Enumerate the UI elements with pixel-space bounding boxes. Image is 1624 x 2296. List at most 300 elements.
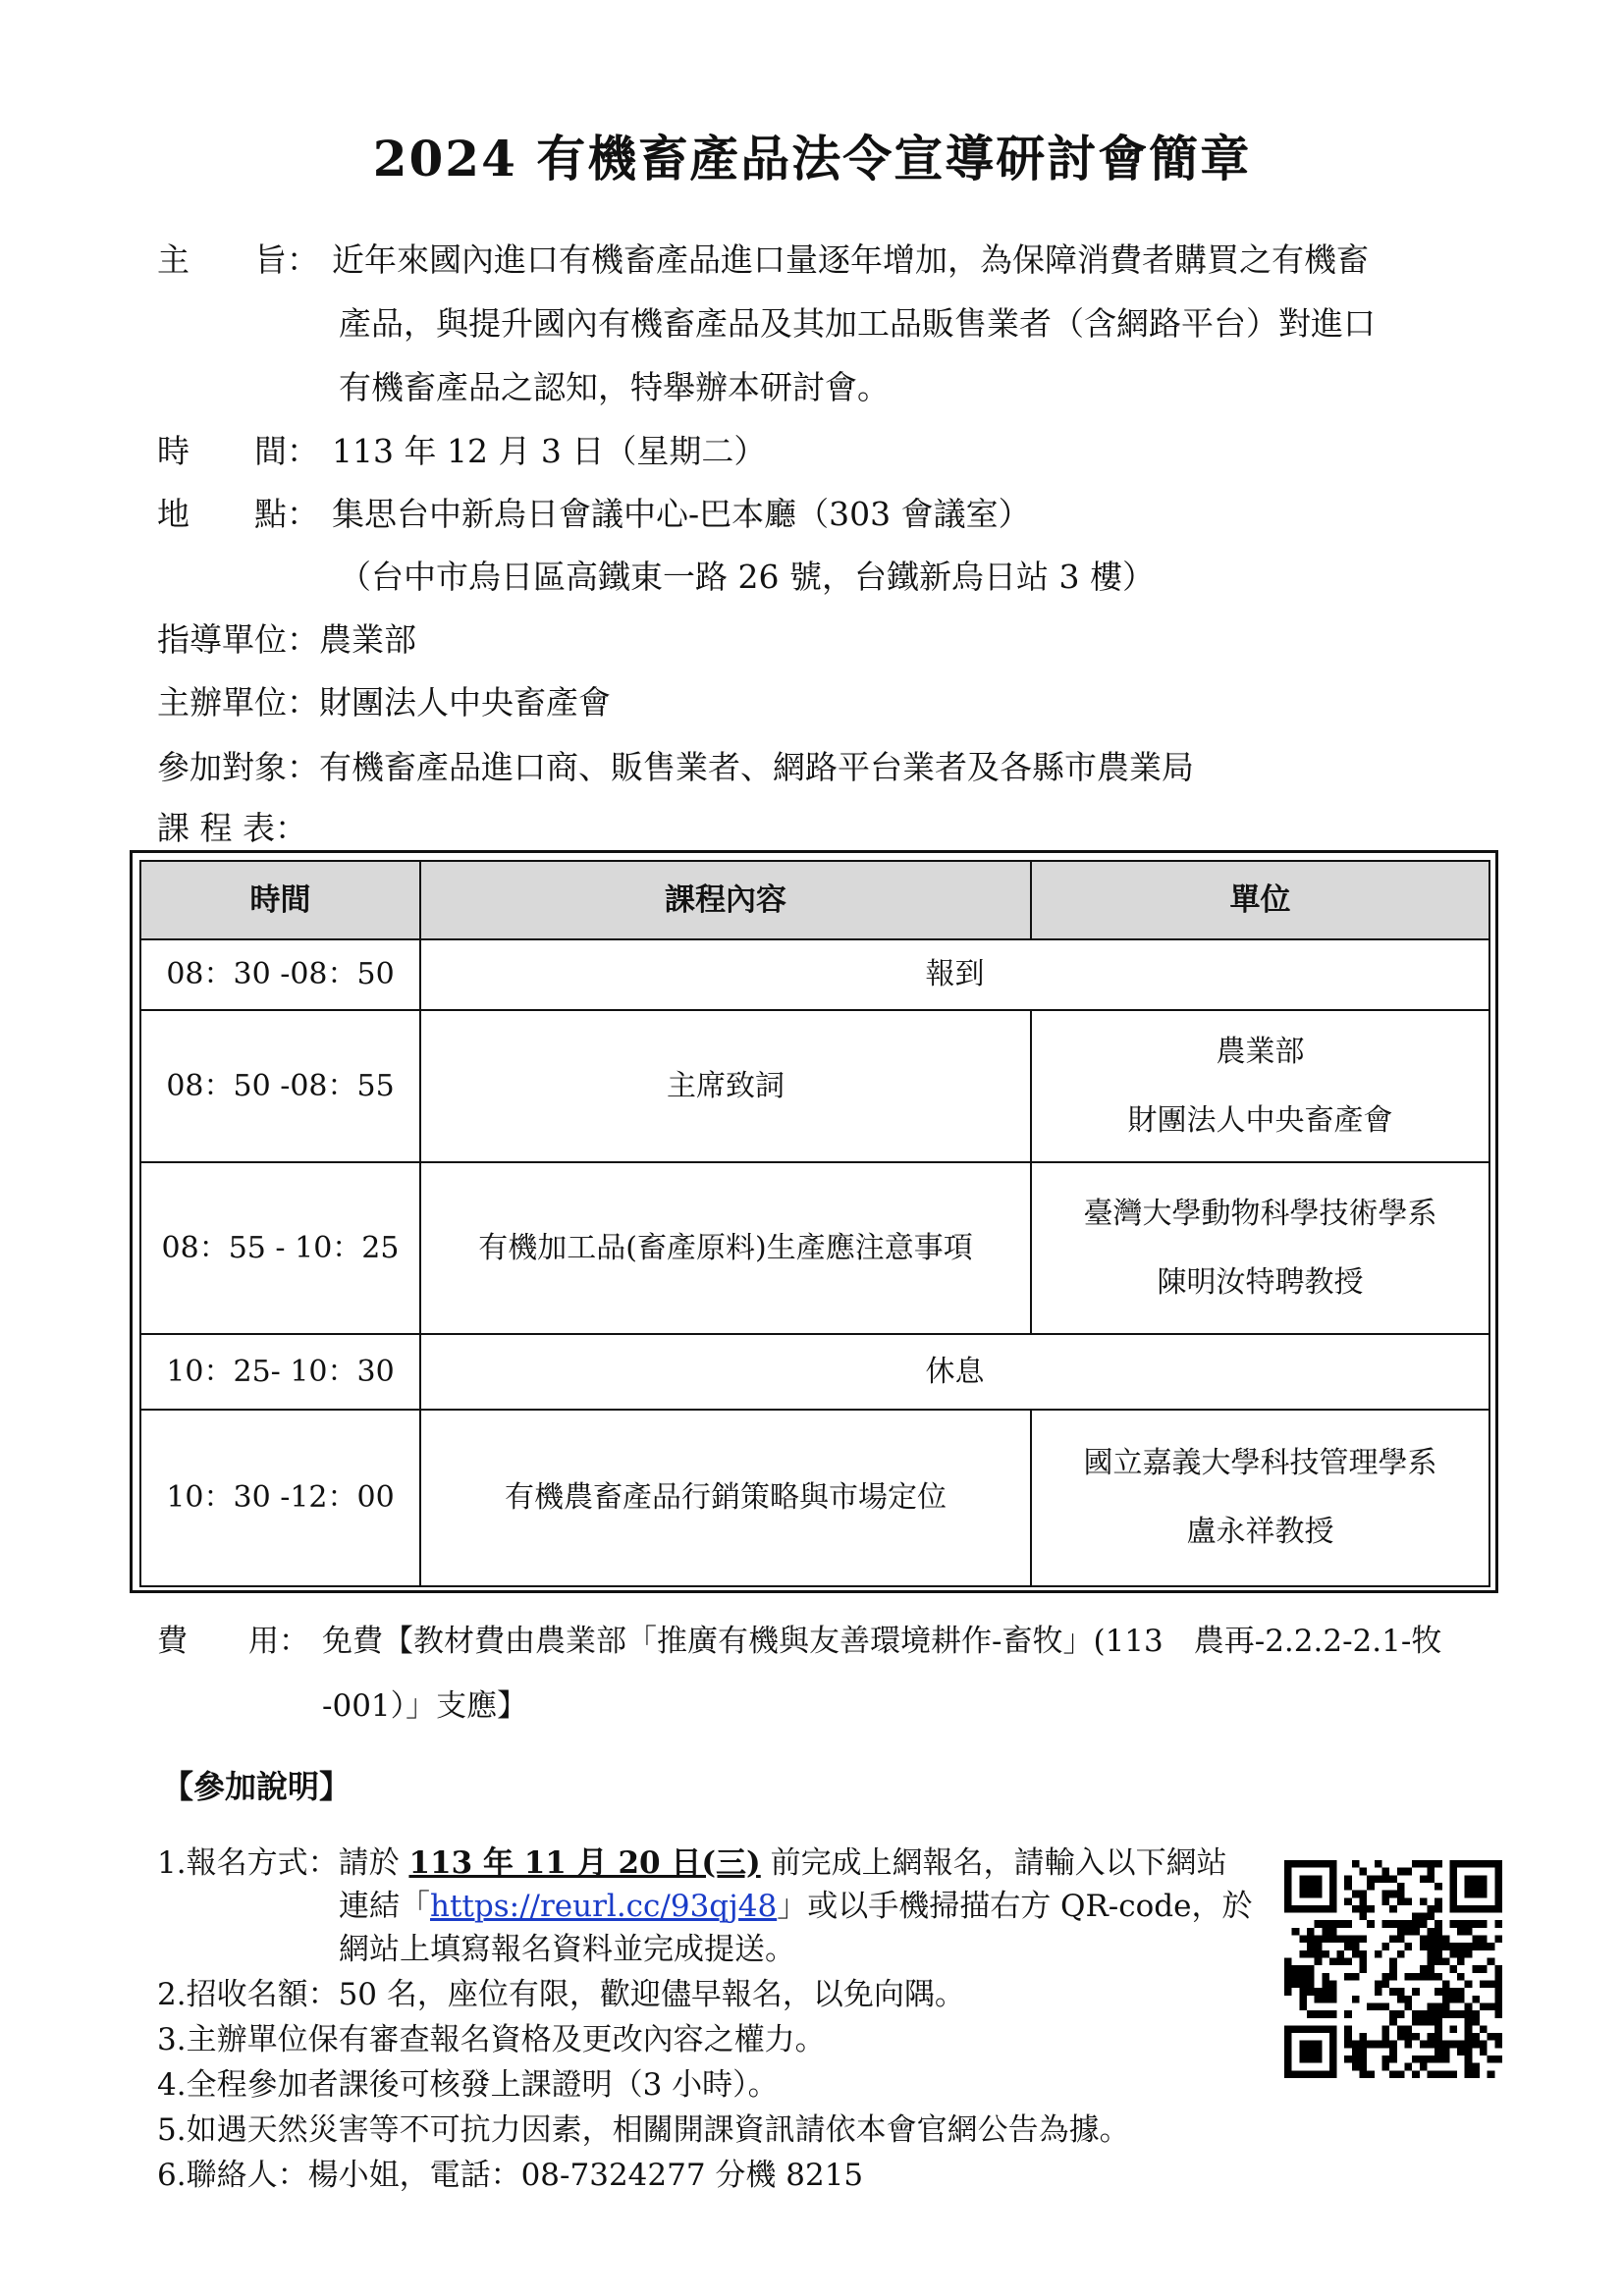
qr-module xyxy=(1284,1891,1292,1898)
qr-module xyxy=(1284,2070,1292,2078)
qr-module xyxy=(1427,1905,1435,1913)
qr-module xyxy=(1435,1920,1442,1928)
qr-module xyxy=(1397,1936,1405,1944)
advisor-label: 指導單位： xyxy=(157,620,319,659)
qr-module xyxy=(1329,1958,1337,1966)
row-content: 有機農畜產品行銷策略與市場定位 xyxy=(420,1410,1031,1586)
qr-module xyxy=(1404,1920,1412,1928)
qr-module xyxy=(1427,2018,1435,2026)
qr-module xyxy=(1322,2025,1329,2033)
qr-module xyxy=(1465,2056,1473,2063)
row-unit xyxy=(1031,1010,1489,1162)
qr-module xyxy=(1284,1868,1292,1876)
table-row xyxy=(140,1410,1489,1586)
unit-line: 臺灣大學動物科學技術學系 xyxy=(1083,1196,1437,1231)
qr-module xyxy=(1442,1943,1450,1950)
qr-module xyxy=(1360,2048,1368,2056)
qr-module xyxy=(1315,1988,1323,1996)
qr-module xyxy=(1344,2033,1352,2041)
qr-module xyxy=(1397,1897,1405,1905)
qr-module xyxy=(1307,1891,1315,1898)
qr-module xyxy=(1322,1936,1329,1944)
qr-module xyxy=(1427,1943,1435,1950)
qr-module xyxy=(1412,1913,1420,1921)
qr-module xyxy=(1322,1860,1329,1868)
qr-module xyxy=(1292,1973,1300,1981)
qr-module xyxy=(1412,1920,1420,1928)
qr-module xyxy=(1284,1897,1292,1905)
qr-module xyxy=(1292,1860,1300,1868)
qr-module xyxy=(1284,1965,1292,1973)
qr-module xyxy=(1292,1928,1300,1936)
qr-module xyxy=(1488,2002,1495,2010)
qr-module xyxy=(1472,2033,1480,2041)
qr-module xyxy=(1375,2002,1382,2010)
row-time: 08：50 -08：55 xyxy=(140,1010,420,1162)
qr-module xyxy=(1480,2025,1488,2033)
qr-module xyxy=(1457,1943,1465,1950)
qr-module xyxy=(1397,1868,1405,1876)
qr-module xyxy=(1375,1860,1382,1868)
qr-module xyxy=(1299,2025,1307,2033)
qr-module xyxy=(1315,1950,1323,1958)
qr-module xyxy=(1435,1936,1442,1944)
qr-module xyxy=(1457,2041,1465,2049)
qr-module xyxy=(1442,1958,1450,1966)
qr-module xyxy=(1329,1936,1337,1944)
qr-module xyxy=(1404,1943,1412,1950)
purpose-line-2: 產品，與提升國內有機畜產品及其加工品販售業者（含網路平台）對進口 xyxy=(339,304,1376,343)
qr-module xyxy=(1352,1905,1360,1913)
qr-module xyxy=(1307,1943,1315,1950)
qr-module xyxy=(1412,2018,1420,2026)
note-1 xyxy=(157,1843,1227,1883)
qr-module xyxy=(1435,1860,1442,1868)
row-time: 10：25- 10：30 xyxy=(140,1334,420,1410)
qr-module xyxy=(1435,1988,1442,1996)
qr-module xyxy=(1344,1973,1352,1981)
qr-module xyxy=(1284,1905,1292,1913)
qr-module xyxy=(1449,1943,1457,1950)
qr-module xyxy=(1457,1950,1465,1958)
qr-module xyxy=(1329,1996,1337,2003)
qr-module xyxy=(1322,2070,1329,2078)
qr-module xyxy=(1442,2048,1450,2056)
qr-module xyxy=(1420,1943,1428,1950)
qr-module xyxy=(1442,2070,1450,2078)
qr-module xyxy=(1427,1868,1435,1876)
qr-module xyxy=(1329,2010,1337,2018)
qr-module xyxy=(1315,1996,1323,2003)
qr-module xyxy=(1299,1883,1307,1891)
qr-module xyxy=(1299,2002,1307,2010)
qr-module xyxy=(1465,1980,1473,1988)
qr-module xyxy=(1367,2070,1375,2078)
qr-module xyxy=(1397,1950,1405,1958)
qr-module xyxy=(1329,1928,1337,1936)
qr-module xyxy=(1412,1860,1420,1868)
qr-module xyxy=(1344,1920,1352,1928)
qr-module xyxy=(1382,1875,1390,1883)
row-unit xyxy=(1031,1410,1489,1586)
qr-module xyxy=(1472,1891,1480,1898)
qr-module xyxy=(1329,1883,1337,1891)
qr-module xyxy=(1352,1996,1360,2003)
qr-module xyxy=(1494,2056,1502,2063)
deadline-date: 113 年 11 月 20 日(三) xyxy=(408,1845,761,1881)
qr-module xyxy=(1329,2033,1337,2041)
qr-module xyxy=(1382,1920,1390,1928)
audience-row xyxy=(157,748,1194,787)
qr-module xyxy=(1299,1905,1307,1913)
qr-module xyxy=(1442,2056,1450,2063)
qr-module xyxy=(1315,2048,1323,2056)
qr-module xyxy=(1322,1950,1329,1958)
note-1-line-2-b: 」或以手機掃描右方 QR-code，於 xyxy=(777,1889,1253,1924)
qr-module xyxy=(1465,2010,1473,2018)
qr-module xyxy=(1435,1943,1442,1950)
qr-module xyxy=(1375,2041,1382,2049)
qr-module xyxy=(1457,1920,1465,1928)
qr-module xyxy=(1329,2041,1337,2049)
qr-module xyxy=(1494,1988,1502,1996)
fee-line-1: 免費【教材費由農業部「推廣有機與友善環境耕作-畜牧」(113 農再-2.2.2-2.1-牧 xyxy=(322,1624,1442,1659)
qr-module xyxy=(1449,1988,1457,1996)
qr-module xyxy=(1480,1943,1488,1950)
qr-module xyxy=(1307,1980,1315,1988)
qr-module xyxy=(1472,1883,1480,1891)
qr-module xyxy=(1315,1958,1323,1966)
qr-module xyxy=(1465,1883,1473,1891)
note-1-suffix: 前完成上網報名，請輸入以下網站 xyxy=(760,1845,1227,1881)
qr-module xyxy=(1465,1943,1473,1950)
advisor-row xyxy=(157,620,416,660)
qr-module xyxy=(1322,1905,1329,1913)
table-row xyxy=(140,1334,1489,1410)
qr-module xyxy=(1315,1860,1323,1868)
qr-module xyxy=(1480,1875,1488,1883)
qr-module xyxy=(1382,1891,1390,1898)
qr-module xyxy=(1427,2002,1435,2010)
note-5: 5.如遇天然災害等不可抗力因素，相關開課資訊請依本會官網公告為據。 xyxy=(157,2112,1130,2148)
qr-module xyxy=(1389,1920,1397,1928)
qr-module xyxy=(1488,2033,1495,2041)
qr-module xyxy=(1344,2010,1352,2018)
qr-module xyxy=(1435,1973,1442,1981)
qr-module xyxy=(1299,1875,1307,1883)
qr-module xyxy=(1307,1965,1315,1973)
qr-module xyxy=(1382,2033,1390,2041)
qr-module xyxy=(1494,1897,1502,1905)
row-content: 有機加工品(畜產原料)生產應注意事項 xyxy=(420,1162,1031,1334)
qr-module xyxy=(1284,2041,1292,2049)
qr-module xyxy=(1367,1920,1375,1928)
organizer-row xyxy=(157,683,611,722)
qr-module xyxy=(1488,1860,1495,1868)
venue-value: 集思台中新烏日會議中心-巴本廳（303 會議室） xyxy=(332,495,1031,533)
time-row xyxy=(157,432,766,471)
qr-module xyxy=(1315,1943,1323,1950)
qr-module xyxy=(1307,1928,1315,1936)
qr-module xyxy=(1404,1996,1412,2003)
qr-module xyxy=(1427,1928,1435,1936)
qr-module xyxy=(1307,2056,1315,2063)
qr-module xyxy=(1284,2033,1292,2041)
qr-module xyxy=(1397,1883,1405,1891)
qr-module xyxy=(1284,1973,1292,1981)
qr-code-icon[interactable] xyxy=(1284,1860,1502,2078)
unit-line: 農業部 xyxy=(1216,1034,1305,1069)
qr-module xyxy=(1480,2048,1488,2056)
qr-module xyxy=(1480,1860,1488,1868)
qr-module xyxy=(1397,1996,1405,2003)
qr-module xyxy=(1299,1891,1307,1898)
qr-module xyxy=(1472,2018,1480,2026)
qr-module xyxy=(1404,2033,1412,2041)
qr-module xyxy=(1435,2056,1442,2063)
qr-module xyxy=(1397,2070,1405,2078)
schedule-label: 課 程 表： xyxy=(157,809,307,847)
qr-module xyxy=(1435,2033,1442,2041)
qr-module xyxy=(1404,2025,1412,2033)
qr-module xyxy=(1457,1958,1465,1966)
qr-module xyxy=(1404,2063,1412,2071)
qr-module xyxy=(1389,2010,1397,2018)
qr-module xyxy=(1292,1905,1300,1913)
qr-module xyxy=(1299,1950,1307,1958)
qr-module xyxy=(1435,2025,1442,2033)
qr-module xyxy=(1465,1928,1473,1936)
row-merged: 報到 xyxy=(420,939,1489,1010)
qr-module xyxy=(1465,1950,1473,1958)
qr-module xyxy=(1389,2056,1397,2063)
qr-module xyxy=(1299,2048,1307,2056)
qr-module xyxy=(1472,2063,1480,2071)
qr-module xyxy=(1435,1883,1442,1891)
qr-module xyxy=(1488,1905,1495,1913)
qr-module xyxy=(1442,2010,1450,2018)
qr-module xyxy=(1299,1973,1307,1981)
qr-module xyxy=(1292,1980,1300,1988)
qr-module xyxy=(1360,2056,1368,2063)
row-merged: 休息 xyxy=(420,1334,1489,1410)
qr-module xyxy=(1427,1950,1435,1958)
qr-module xyxy=(1344,2025,1352,2033)
qr-module xyxy=(1397,2010,1405,2018)
qr-module xyxy=(1420,1860,1428,1868)
qr-module xyxy=(1480,2041,1488,2049)
qr-module xyxy=(1329,2025,1337,2033)
qr-module xyxy=(1435,1958,1442,1966)
document-title: 2024 有機畜產品法令宣導研討會簡章 xyxy=(372,130,1252,187)
qr-module xyxy=(1389,1973,1397,1981)
qr-module xyxy=(1367,1875,1375,1883)
qr-module xyxy=(1488,1943,1495,1950)
qr-module xyxy=(1307,2010,1315,2018)
venue-address: （台中市烏日區高鐵東一路 26 號，台鐵新烏日站 3 樓） xyxy=(339,558,1155,596)
qr-module xyxy=(1435,1928,1442,1936)
qr-module xyxy=(1494,1996,1502,2003)
qr-module xyxy=(1412,2010,1420,2018)
qr-module xyxy=(1352,1891,1360,1898)
qr-module xyxy=(1472,1875,1480,1883)
qr-module xyxy=(1344,1958,1352,1966)
qr-module xyxy=(1420,1973,1428,1981)
qr-module xyxy=(1360,1897,1368,1905)
row-content: 主席致詞 xyxy=(420,1010,1031,1162)
qr-module xyxy=(1360,1891,1368,1898)
qr-module xyxy=(1427,1875,1435,1883)
qr-module xyxy=(1494,1905,1502,1913)
qr-module xyxy=(1375,1875,1382,1883)
qr-module xyxy=(1284,1958,1292,1966)
qr-module xyxy=(1299,2070,1307,2078)
qr-module xyxy=(1435,2048,1442,2056)
qr-module xyxy=(1449,1891,1457,1898)
qr-module xyxy=(1442,1996,1450,2003)
qr-module xyxy=(1412,1973,1420,1981)
qr-module xyxy=(1284,2063,1292,2071)
qr-module xyxy=(1435,2010,1442,2018)
qr-module xyxy=(1344,1875,1352,1883)
qr-module xyxy=(1307,2025,1315,2033)
qr-module xyxy=(1494,1891,1502,1898)
registration-link[interactable]: https://reurl.cc/93qj48 xyxy=(430,1889,778,1924)
qr-module xyxy=(1494,1936,1502,1944)
qr-module xyxy=(1284,1883,1292,1891)
qr-module xyxy=(1412,2070,1420,2078)
qr-module xyxy=(1480,1891,1488,1898)
qr-module xyxy=(1449,2010,1457,2018)
qr-module xyxy=(1420,2063,1428,2071)
qr-module xyxy=(1389,2048,1397,2056)
qr-module xyxy=(1299,2041,1307,2049)
qr-module xyxy=(1465,2025,1473,2033)
qr-module xyxy=(1352,1936,1360,1944)
qr-module xyxy=(1420,1897,1428,1905)
qr-module xyxy=(1472,1920,1480,1928)
qr-module xyxy=(1427,2041,1435,2049)
unit-line: 陳明汝特聘教授 xyxy=(1157,1264,1364,1300)
qr-module xyxy=(1315,1891,1323,1898)
qr-module xyxy=(1284,2025,1292,2033)
qr-module xyxy=(1494,2010,1502,2018)
unit-line: 國立嘉義大學科技管理學系 xyxy=(1083,1446,1437,1480)
qr-module xyxy=(1457,1928,1465,1936)
qr-module xyxy=(1488,1958,1495,1966)
qr-module xyxy=(1360,1950,1368,1958)
qr-module xyxy=(1465,2070,1473,2078)
header-unit: 單位 xyxy=(1031,861,1489,939)
qr-module xyxy=(1457,1860,1465,1868)
qr-module xyxy=(1397,2025,1405,2033)
qr-module xyxy=(1329,2063,1337,2071)
qr-module xyxy=(1427,2056,1435,2063)
qr-module xyxy=(1284,1988,1292,1996)
qr-module xyxy=(1292,2025,1300,2033)
qr-module xyxy=(1299,1965,1307,1973)
qr-module xyxy=(1412,2033,1420,2041)
qr-module xyxy=(1472,2041,1480,2049)
qr-module xyxy=(1420,1920,1428,1928)
qr-module xyxy=(1375,1988,1382,1996)
qr-module xyxy=(1404,1928,1412,1936)
qr-module xyxy=(1389,1958,1397,1966)
qr-module xyxy=(1442,2041,1450,2049)
fee-row xyxy=(157,1622,1441,1661)
qr-module xyxy=(1435,1905,1442,1913)
qr-module xyxy=(1382,1897,1390,1905)
qr-module xyxy=(1472,1936,1480,1944)
note-1-prefix: 1.報名方式：請於 xyxy=(157,1845,409,1881)
qr-module xyxy=(1494,1883,1502,1891)
qr-module xyxy=(1449,1965,1457,1973)
qr-module xyxy=(1315,1905,1323,1913)
qr-module xyxy=(1360,2070,1368,2078)
qr-module xyxy=(1389,1936,1397,1944)
qr-module xyxy=(1480,1920,1488,1928)
qr-module xyxy=(1329,1860,1337,1868)
qr-module xyxy=(1329,1905,1337,1913)
qr-module xyxy=(1420,2018,1428,2026)
qr-module xyxy=(1465,1875,1473,1883)
qr-module xyxy=(1329,1920,1337,1928)
qr-module xyxy=(1435,2070,1442,2078)
qr-module xyxy=(1420,1913,1428,1921)
qr-module xyxy=(1412,1928,1420,1936)
qr-module xyxy=(1307,1973,1315,1981)
notes-title: 【參加說明】 xyxy=(162,1768,352,1805)
qr-module xyxy=(1367,1883,1375,1891)
table-row xyxy=(140,939,1489,1010)
qr-module xyxy=(1494,2041,1502,2049)
venue-label: 地 點： xyxy=(157,495,319,533)
qr-module xyxy=(1382,2063,1390,2071)
row-time: 08：30 -08：50 xyxy=(140,939,420,1010)
qr-module xyxy=(1337,1920,1345,1928)
qr-module xyxy=(1329,1897,1337,1905)
qr-module xyxy=(1322,2010,1329,2018)
qr-module xyxy=(1315,2025,1323,2033)
qr-module xyxy=(1465,2002,1473,2010)
qr-module xyxy=(1427,2070,1435,2078)
qr-module xyxy=(1442,2002,1450,2010)
qr-module xyxy=(1322,1928,1329,1936)
qr-module xyxy=(1442,1936,1450,1944)
qr-module xyxy=(1360,1965,1368,1973)
qr-module xyxy=(1382,1973,1390,1981)
qr-module xyxy=(1337,1936,1345,1944)
qr-module xyxy=(1472,1943,1480,1950)
note-2: 2.招收名額：50 名，座位有限，歡迎儘早報名，以免向隅。 xyxy=(157,1977,965,2012)
qr-module xyxy=(1457,2048,1465,2056)
qr-module xyxy=(1352,2063,1360,2071)
qr-module xyxy=(1367,2002,1375,2010)
header-content: 課程內容 xyxy=(420,861,1031,939)
qr-module xyxy=(1315,1920,1323,1928)
qr-module xyxy=(1465,2063,1473,2071)
qr-module xyxy=(1420,2041,1428,2049)
qr-module xyxy=(1397,2033,1405,2041)
qr-module xyxy=(1449,2025,1457,2033)
qr-module xyxy=(1472,1965,1480,1973)
purpose-line-3: 有機畜產品之認知，特舉辦本研討會。 xyxy=(339,368,890,406)
row-time: 10：30 -12：00 xyxy=(140,1410,420,1586)
qr-module xyxy=(1307,2070,1315,2078)
purpose-line-1: 近年來國內進口有機畜產品進口量逐年增加，為保障消費者購買之有機畜 xyxy=(332,240,1369,279)
qr-module xyxy=(1284,2048,1292,2056)
qr-module xyxy=(1427,1860,1435,1868)
